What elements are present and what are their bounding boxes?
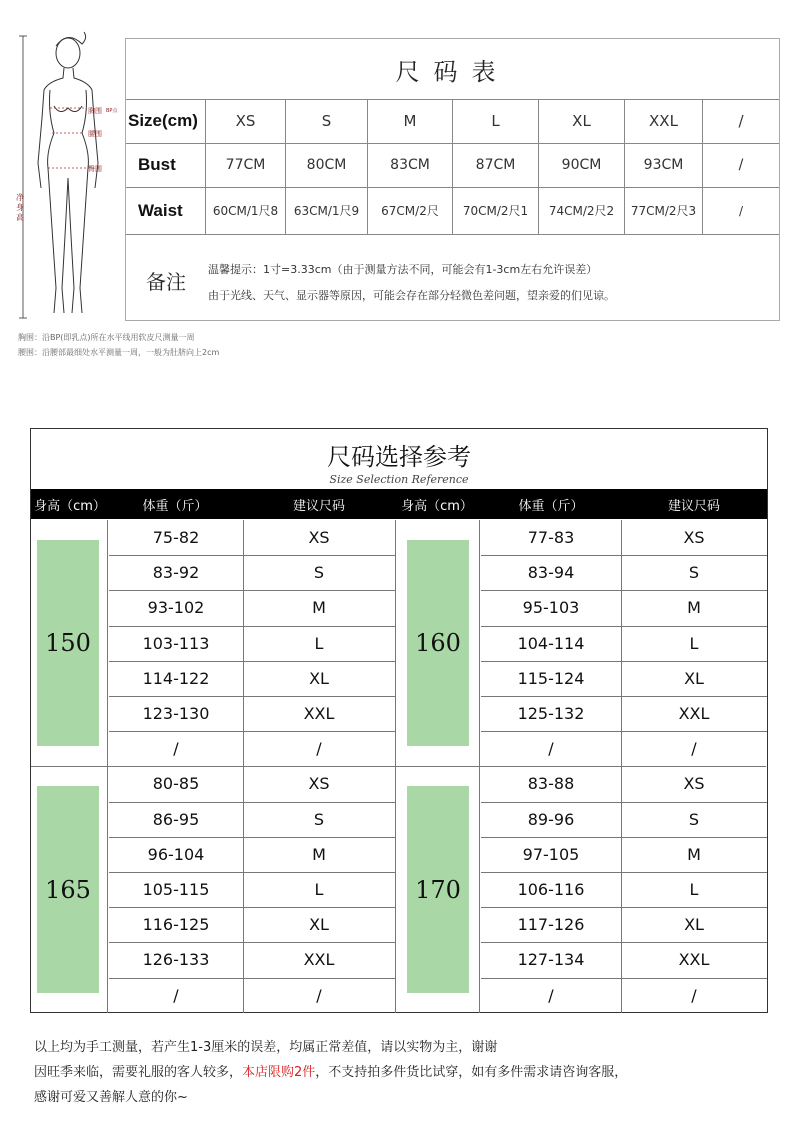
- size-cell: L: [314, 633, 324, 653]
- weight-cell: 125-132: [517, 704, 585, 723]
- row-divider: [481, 942, 767, 943]
- weight-cell: 75-82: [152, 528, 200, 547]
- column-divider: [479, 520, 480, 1013]
- body-figure: [8, 28, 120, 328]
- row-divider: [481, 661, 767, 662]
- notice-line: 以上均为手工测量，若产生1-3厘米的误差，均属正常差值，请以实物为主，谢谢: [34, 1040, 498, 1055]
- waist-row: [126, 187, 779, 235]
- weight-cell: 93-102: [147, 598, 205, 618]
- size-cell: S: [688, 809, 700, 829]
- hip-label: 臀围: [88, 165, 102, 173]
- size-cell: M: [687, 598, 701, 618]
- size-cell: XXL: [678, 950, 710, 970]
- weight-cell: 123-130: [142, 704, 210, 723]
- row-divider: [481, 978, 767, 979]
- weight-cell: 127-134: [517, 950, 585, 970]
- header-size: 建议尺码: [667, 498, 720, 514]
- row-divider: [481, 837, 767, 838]
- size-cell: XXL: [303, 704, 335, 723]
- size-cell: M: [687, 844, 701, 864]
- row-divider: [109, 696, 395, 697]
- measure-note: 腰围：沿腰部最细处水平测量一周，一般为肚脐向上2cm: [18, 348, 220, 357]
- header-weight: 体重（斤）: [518, 498, 584, 514]
- row-divider: [109, 907, 395, 908]
- bottom-notice: [34, 1035, 627, 1110]
- row-divider: [481, 907, 767, 908]
- row-divider: [109, 626, 395, 627]
- weight-cell: 86-95: [152, 809, 200, 829]
- row-divider: [109, 731, 395, 732]
- size-header-cell: L: [453, 99, 539, 143]
- row-divider: [109, 661, 395, 662]
- size-header-cell: S: [286, 99, 368, 143]
- row-divider: [481, 696, 767, 697]
- bust-value: /: [738, 157, 744, 173]
- height-group-box: 170: [407, 786, 469, 992]
- notice-text: ，不支持拍多件货比试穿，如有多件需求请咨询客服，: [315, 1065, 628, 1080]
- weight-cell: 116-125: [142, 915, 210, 935]
- size-chart-title: 尺码表: [126, 39, 779, 100]
- size-cell: XS: [308, 528, 330, 547]
- height-label: 净身高: [16, 193, 24, 222]
- waist-value: 70CM/2尺1: [453, 187, 539, 234]
- row-divider: [109, 837, 395, 838]
- weight-cell: 80-85: [152, 774, 200, 794]
- size-cell: XS: [683, 774, 705, 794]
- reference-header: [31, 489, 767, 519]
- row-divider: [109, 978, 395, 979]
- size-cell: L: [314, 880, 324, 899]
- measure-note: 胸围：沿BP(即乳点)所在水平线用软皮尺测量一周: [18, 333, 195, 342]
- size-cell: S: [688, 563, 700, 583]
- size-cell: L: [689, 633, 699, 653]
- height-group-box: 165: [37, 786, 99, 992]
- size-cell: XS: [308, 774, 330, 794]
- size-cell: S: [313, 563, 325, 583]
- weight-cell: 126-133: [142, 950, 210, 970]
- row-divider: [109, 590, 395, 591]
- waist-value: 67CM/2尺: [368, 187, 453, 234]
- size-header-cell: M: [368, 99, 453, 143]
- weight-cell: 89-96: [527, 809, 575, 829]
- bust-value: 80CM: [286, 143, 368, 187]
- weight-cell: 83-92: [152, 563, 200, 583]
- waist-value: /: [738, 203, 744, 218]
- row-divider: [109, 802, 395, 803]
- row-divider: [109, 942, 395, 943]
- weight-cell: 103-113: [142, 633, 210, 653]
- weight-cell: 97-105: [522, 844, 580, 864]
- size-cell: XXL: [303, 950, 335, 970]
- purchase-limit-text: 本店限购2件: [242, 1065, 316, 1080]
- weight-cell: 83-88: [527, 774, 575, 794]
- bust-value: 87CM: [453, 143, 539, 187]
- size-cell: M: [312, 844, 326, 864]
- bust-value: 90CM: [539, 143, 625, 187]
- waist-value: 74CM/2尺2: [539, 187, 625, 234]
- weight-cell: /: [548, 739, 554, 759]
- size-header-label: Size(cm): [126, 99, 206, 143]
- row-divider: [481, 872, 767, 873]
- reference-title-block: [31, 429, 767, 489]
- size-cell: /: [691, 739, 697, 759]
- size-header-row: [126, 99, 779, 144]
- weight-cell: 77-83: [527, 528, 575, 547]
- weight-cell: /: [173, 739, 179, 759]
- row-divider: [109, 872, 395, 873]
- size-cell: XL: [309, 915, 329, 935]
- notice-line: [34, 1060, 627, 1085]
- size-cell: /: [316, 985, 322, 1005]
- size-reference: [30, 428, 768, 1013]
- reference-title: 尺码选择参考: [327, 443, 471, 471]
- remark-line: 由于光线、天气、显示器等原因，可能会存在部分轻微色差问题，望亲爱的们见谅。: [208, 289, 615, 302]
- weight-cell: 117-126: [517, 915, 585, 935]
- size-cell: M: [312, 598, 326, 618]
- column-divider: [243, 520, 244, 1013]
- column-divider: [107, 520, 108, 1013]
- bp-label: BP点: [106, 108, 118, 114]
- group-divider: [31, 766, 766, 767]
- row-divider: [481, 802, 767, 803]
- bust-value: 83CM: [368, 143, 453, 187]
- bust-value: 77CM: [206, 143, 286, 187]
- size-cell: /: [691, 985, 697, 1005]
- remark-label: 备注: [146, 269, 186, 294]
- size-header-cell: XS: [206, 99, 286, 143]
- weight-cell: 114-122: [142, 668, 210, 688]
- bust-row: [126, 143, 779, 188]
- header-height: 身高（cm）: [34, 498, 106, 514]
- body-outline-icon: [8, 28, 120, 328]
- height-group-box: 150: [37, 540, 99, 746]
- size-cell: L: [689, 880, 699, 899]
- row-divider: [481, 555, 767, 556]
- weight-cell: /: [548, 985, 554, 1005]
- remark-line: 温馨提示：1寸=3.33cm（由于测量方法不同，可能会有1-3cm左右允许误差）: [208, 263, 598, 276]
- size-cell: XL: [684, 915, 704, 935]
- size-header-cell: XXL: [625, 99, 703, 143]
- header-height: 身高（cm）: [401, 498, 473, 514]
- bust-row-label: Bust: [126, 143, 206, 187]
- column-divider: [621, 520, 622, 1013]
- weight-cell: 115-124: [517, 668, 585, 688]
- waist-value: 77CM/2尺3: [625, 187, 703, 234]
- notice-line: 感谢可爱又善解人意的你~: [34, 1090, 188, 1105]
- waist-value: 60CM/1尺8: [206, 187, 286, 234]
- row-divider: [481, 626, 767, 627]
- row-divider: [481, 731, 767, 732]
- size-chart: [125, 38, 780, 321]
- weight-cell: 96-104: [147, 844, 205, 864]
- weight-cell: 95-103: [522, 598, 580, 618]
- waist-value: 63CM/1尺9: [286, 187, 368, 234]
- measurement-notes: [18, 330, 219, 360]
- size-cell: XXL: [678, 704, 710, 723]
- row-divider: [481, 590, 767, 591]
- size-cell: S: [313, 809, 325, 829]
- header-weight: 体重（斤）: [142, 498, 208, 514]
- weight-cell: 83-94: [527, 563, 575, 583]
- row-divider: [109, 555, 395, 556]
- bust-value: 93CM: [625, 143, 703, 187]
- waist-row-label: Waist: [126, 187, 206, 234]
- bust-label: 胸围: [88, 107, 102, 115]
- waist-label: 腰围: [88, 130, 102, 138]
- weight-cell: 106-116: [517, 880, 585, 899]
- reference-subtitle: Size Selection Reference: [329, 473, 469, 486]
- header-size: 建议尺码: [292, 498, 345, 514]
- size-cell: XS: [683, 528, 705, 547]
- height-group-box: 160: [407, 540, 469, 746]
- notice-text: 因旺季来临，需要礼服的客人较多，: [34, 1065, 243, 1080]
- weight-cell: 104-114: [517, 633, 585, 653]
- size-cell: /: [316, 739, 322, 759]
- size-header-cell: XL: [539, 99, 625, 143]
- column-divider: [395, 520, 396, 1013]
- size-header-cell: /: [738, 112, 744, 130]
- weight-cell: 105-115: [142, 880, 210, 899]
- size-cell: XL: [309, 668, 329, 688]
- size-cell: XL: [684, 668, 704, 688]
- weight-cell: /: [173, 985, 179, 1005]
